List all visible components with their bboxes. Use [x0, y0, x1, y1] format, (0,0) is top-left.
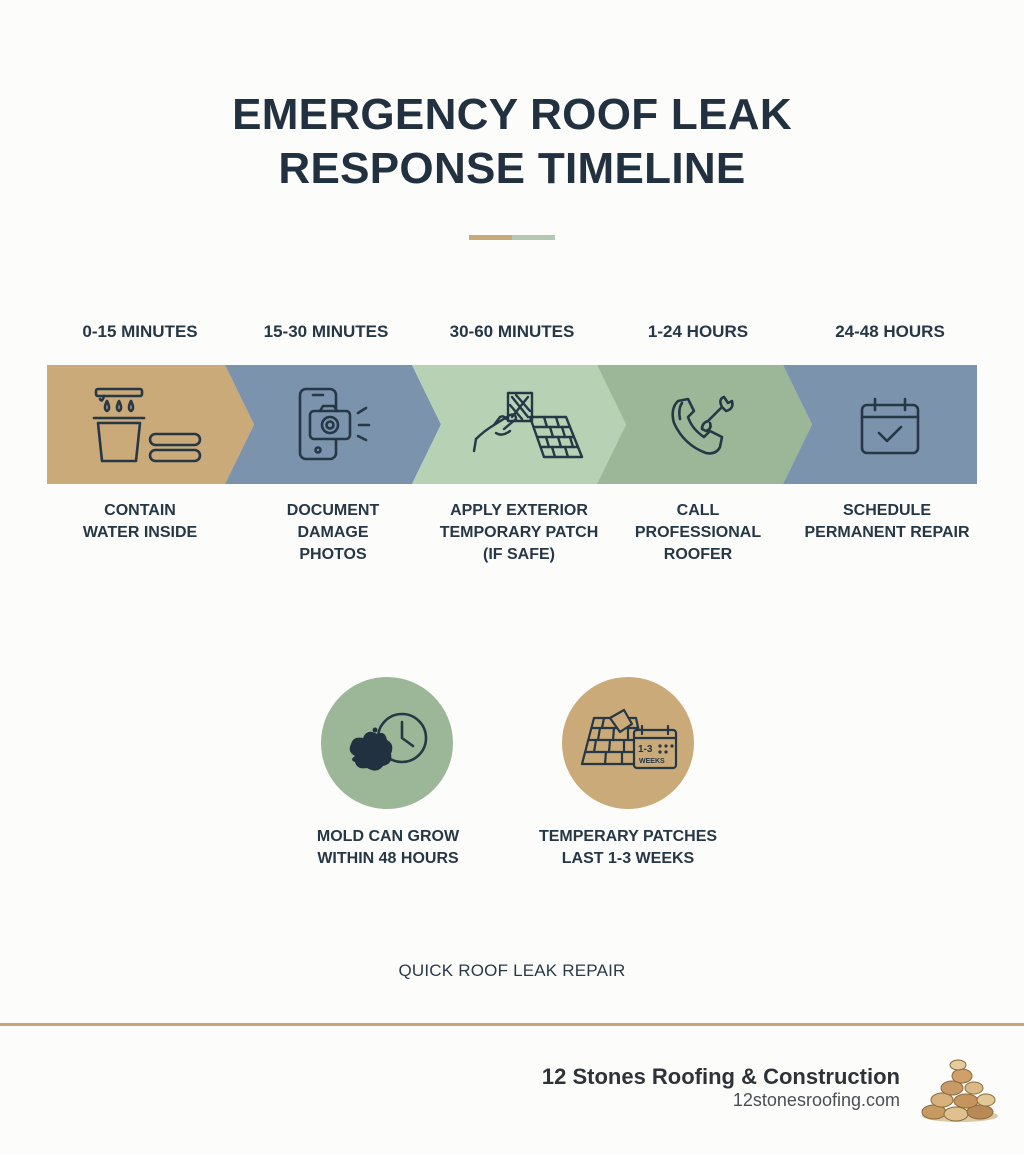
- step-action-label: CONTAIN WATER INSIDE: [82, 502, 198, 541]
- step-time-label: 0-15 MINUTES: [82, 322, 198, 341]
- step-time-label: 24-48 HOURS: [835, 322, 945, 341]
- title-divider: [469, 235, 555, 240]
- roof-calendar-icon-subtext: WEEKS: [639, 758, 665, 765]
- roof-calendar-icon-text: 1-3: [638, 744, 653, 755]
- page-title: [0, 88, 1024, 196]
- title-line-1: EMERGENCY ROOF LEAK: [232, 90, 792, 139]
- footer-divider: [0, 1023, 1024, 1026]
- calendar-check-icon: [859, 396, 921, 458]
- step-action-label: CALL PROFESSIONAL ROOFER: [634, 502, 762, 563]
- step-time-label: 15-30 MINUTES: [263, 322, 389, 341]
- company-url[interactable]: 12stonesroofing.com: [732, 1090, 900, 1110]
- fact-label-patch: TEMPERARY PATCHES LAST 1-3 WEEKS: [538, 828, 718, 867]
- company-name: 12 Stones Roofing & Construction: [541, 1064, 900, 1089]
- step-action-label: APPLY EXTERIOR TEMPORARY PATCH (IF SAFE): [439, 502, 599, 563]
- title-line-2: RESPONSE TIMELINE: [278, 144, 746, 193]
- step-action-label: DOCUMENT DAMAGE PHOTOS: [286, 502, 380, 563]
- image-caption: QUICK ROOF LEAK REPAIR: [398, 961, 626, 980]
- step-action-label: SCHEDULE PERMANENT REPAIR: [804, 502, 970, 541]
- divider-tan-segment: [469, 235, 512, 240]
- phone-camera-icon: [296, 387, 376, 463]
- roof-patch-icon: [470, 387, 590, 467]
- step-time-label: 1-24 HOURS: [647, 322, 749, 341]
- bucket-towels-icon: [90, 385, 205, 467]
- phone-wrench-icon: [668, 395, 736, 459]
- stone-pile-logo: [918, 1058, 1002, 1124]
- fact-label-mold: MOLD CAN GROW WITHIN 48 HOURS: [316, 828, 460, 867]
- divider-green-segment: [512, 235, 555, 240]
- step-time-label: 30-60 MINUTES: [449, 322, 575, 341]
- mold-clock-icon: [345, 708, 431, 778]
- roof-calendar-icon: [580, 708, 680, 778]
